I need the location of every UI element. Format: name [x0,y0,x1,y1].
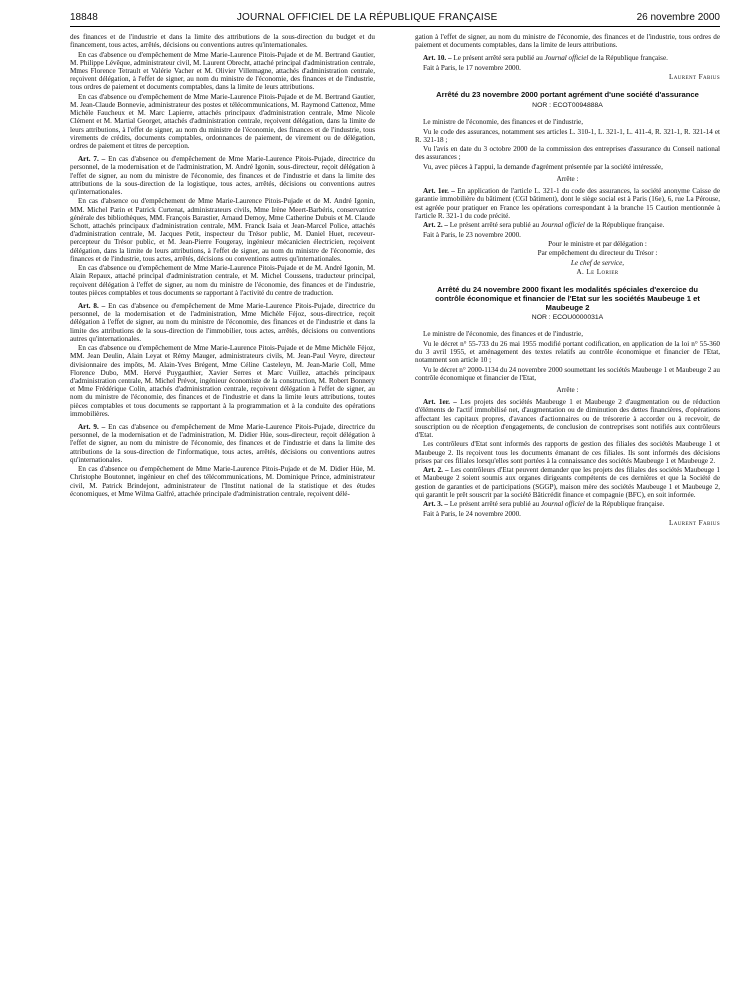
paragraph: En cas d'absence ou d'empêchement de Mme Marie-Laurence Pitois-Pujade et de Mme Michèle Féjoz, MM. Jean Deulin, Alain Leyat et Rémy Mauger, administrateurs civils, M. Jean-Paul Veyre, directeur divisionnaire des impôts, M. Alain-Yves Brégent, Mme Céline Casteleyn, M. Jean-Marie Coll, Mme Florence Dubo, MM. Hervé Puygauthier, Xavier Serres et Marc Vuillez, attachés principaux d'administration centrale, M. Michel Prévot, ingénieur économiste de la construction, M. Robert Bonnery et Mme Frédérique Colin, attachés d'administration centrale, reçoivent délégation à l'effet de signer, au nom du ministre de l'économie, des finances et de l'industrie et dans la limite leurs attributions, toutes pièces comptables et tous documents se rapportant à la programmation et à la conduite des opérations immobilières. [70,344,375,418]
right-column [415,33,720,528]
article-text: Les projets des sociétés Maubeuge 1 et Maubeuge 2 d'augmentation ou de réduction d'éléments de l'actif immobilisé net, d'augmentation ou de diminution des dettes financières, d'opérations affectant les capitaux propres, d'avances d'actionnaires ou de trésorerie à accorder ou à recevoir, de souscription ou de réception d'engagements, de conclusion de contreprises sont notifiés aux contrôleurs d'Etat. [415,398,720,439]
article-1 [415,398,720,439]
article-text: Les contrôleurs d'Etat peuvent demander que les projets des filiales des sociétés Maubeuge 1 et Maubeuge 2 soient soumis aux organes dirigeants compétents de ces dernières et que la Société de gestion de garanties et de participations (SGGP), maison mère des sociétés Maubeuge 1 et Maubeuge 2, qui garantit le prêt souscrit par la société Bâticrédit finance et compagnie (BFC), en soit informée. [415,466,720,499]
paragraph: En cas d'absence ou d'empêchement de Mme Marie-Laurence Pitois-Pujade et de M. Didier Hüe, M. Christophe Boutonnet, ingénieur en chef des télécommunications, M. Dominique Prince, administrateur civil, M. Patrick Brindejont, administrateur de l'Institut national de la statistique et des études économiques, et Mme Wilma Galfré, attachée principale d'administration centrale, reçoivent délé- [70,465,375,498]
signing-date: Fait à Paris, le 24 novembre 2000. [423,509,521,518]
article-7 [70,155,375,196]
article-text: En cas d'absence ou d'empêchement de Mme Marie-Laurence Pitois-Pujade, directrice du personnel, de la modernisation et de l'administration, Mme Michèle Féjoz, sous-directrice, reçoit délégation à l'effet de signer, au nom du ministre de l'économie, des finances et de l'industrie et dans la limite des attributions de la sous-direction de l'immobilier, tous actes, arrêtés, décisions ou conventions autres qu'internationales. [70,302,375,343]
nor-reference: NOR : ECOU0000031A [531,314,604,322]
paragraph: Le ministre de l'économie, des finances et de l'industrie, [423,330,584,339]
signatory-title: Le chef de service, [570,258,625,267]
article-2 [415,466,720,499]
paragraph: En cas d'absence ou d'empêchement de Mme Marie-Laurence Pitois-Pujade et de M. Bertrand Gautier, M. Jean-Claude Bonnevie, administrateur des postes et télécommunications, M. Raymond Cattenoz, Mme Michèle Faucheux et M. Marc Lapierre, attachés principaux d'administration centrale, Mme Nicole Clément et M. Martial Georget, attachés d'administration centrale, reçoivent délégation, dans la limite de leurs attributions, à l'effet de signer, au nom du ministre de l'économie, des finances et de l'industrie, tous virements de crédits, documents comptables, ordonnances de paiement, de virement ou de délégation, ordres de paiement et titres de perception. [70,92,375,151]
article-label: Art. 2. – [423,221,448,230]
signature-line: Par empêchement du directeur du Trésor : [537,249,658,258]
article-text: Le présent arrêté sera publié au [453,54,545,63]
article-text: En application de l'article L. 321-1 du code des assurances, la société anonyme Caisse de garantie immobilière du bâtiment (CGI bâtiment), dont le siège social est à Paris (16e), 6, rue La Pérouse, est agréée pour pratiquer en France les opérations correspondant à la branche 15 Caution mentionnée à l'article R. 321-1 du code précité. [415,187,720,220]
article-10 [415,54,720,62]
signatory-name: A. Le Lorier [576,268,619,277]
text-columns [70,33,720,528]
signing-date: Fait à Paris, le 17 novembre 2000. [423,63,521,72]
paragraph: Vu l'avis en date du 3 octobre 2000 de la commission des entreprises d'assurance du Conseil national des assurances ; [415,145,720,162]
arrete-heading: Arrête : [556,385,579,394]
article-9 [70,423,375,464]
article-label: Art. 3. – [423,500,448,509]
paragraph: En cas d'absence ou d'empêchement de Mme Marie-Laurence Pitois-Pujade et de M. André Igonin, M. Alain Repaux, attaché principal d'administration centrale, et M. Michel Coussens, traducteur principal, reçoivent délégation à l'effet de signer, au nom du ministre de l'économie, des finances et de l'industrie, toutes pièces comptables et tous documents se rapportant à l'activité du centre de traduction. [70,264,375,297]
decree-title: Arrêté du 23 novembre 2000 portant agrément d'une société d'assurance [436,90,699,100]
paragraph: Les contrôleurs d'Etat sont informés des rapports de gestion des filiales des sociétés Maubeuge 1 et Maubeuge 2. Ils reçoivent tous les documents émanant de ces filiales. Ils sont informés des décisions prises par ces filiales lorsqu'elles sont portées à la connaissance des sociétés Maubeuge 1 et Maubeuge 2. [415,440,720,465]
article-2 [415,221,720,229]
paragraph: Vu le décret n° 55-733 du 26 mai 1955 modifié portant codification, en application de la loi n° 55-360 du 3 avril 1955, et aménagement des textes relatifs au contrôle économique et financier de l'Etat, notamment son article 10 ; [415,339,720,365]
article-text: de la République française. [584,221,665,230]
paragraph: Vu le décret n° 2000-1134 du 24 novembre 2000 soumettant les sociétés Maubeuge 1 et Maubeuge 2 au contrôle économique et financier de l'Etat, [415,365,720,382]
paragraph: Vu le code des assurances, notamment ses articles L. 310-1, L. 321-1, L. 411-4, R. 321-1, R. 321-14 et R. 321-18 ; [415,127,720,144]
article-label: Art. 1er. – [423,187,455,196]
article-label: Art. 1er. – [423,398,457,407]
journal-title: JOURNAL OFFICIEL DE LA RÉPUBLIQUE FRANÇAISE [236,12,498,23]
minister-signature: Laurent Fabius [669,518,720,527]
article-label: Art. 2. – [423,466,449,475]
page-header [70,12,720,27]
journal-name: Journal officiel [541,221,585,230]
signature-line: Pour le ministre et par délégation : [548,239,647,248]
paragraph: gation à l'effet de signer, au nom du ministre de l'économie, des finances et de l'industrie, tous ordres de paiement et documents comptables, dans la limite de leurs attributions. [415,33,720,50]
signature-line [415,259,720,267]
paragraph: Vu, avec pièces à l'appui, la demande d'agrément présentée par la société intéressée, [423,162,663,171]
journal-name: Journal officiel [544,54,589,63]
article-text: Le présent arrêté sera publié au [449,500,541,509]
minister-signature: Laurent Fabius [669,73,720,82]
issue-date: 26 novembre 2000 [636,12,720,23]
article-text: Le présent arrêté sera publié au [449,221,541,230]
article-8 [70,302,375,343]
article-text: En cas d'absence ou d'empêchement de Mme Marie-Laurence Pitois-Pujade, directrice du personnel, de la modernisation et de l'administration, M. Didier Hüe, sous-directeur, reçoit délégation à l'effet de signer, au nom du ministre de l'économie, des finances et de l'industrie et dans la limite des attributions de la sous-direction de l'informatique, tous actes, arrêtés, décisions ou conventions autres qu'internationales. [70,423,375,464]
nor-reference: NOR : ECOT0094888A [532,101,603,109]
article-3 [415,500,720,508]
article-text: de la République française. [584,500,665,509]
article-label: Art. 9. – [78,423,106,432]
article-label: Art. 10. – [423,54,452,63]
left-column [70,33,375,528]
signing-date: Fait à Paris, le 23 novembre 2000. [423,230,521,239]
paragraph: En cas d'absence ou d'empêchement de Mme Marie-Laurence Pitois-Pujade et de M. André Igonin, MM. Michel Parin et Patrick Curtenat, administrateurs civils, Mme Irène Meert-Barbéris, conservatrice générale des bibliothèques, MM. François Barastier, Arnaud Demoy, Mme Catherine Dubuis et M. Claude Schott, attachés principaux d'administration centrale, MM. Franck Isaia et Jean-Marcel Police, attachés d'administration centrale, M. Jacques Petit, inspecteur du Trésor public, M. Daniel Huet, receveur-percepteur du Trésor public, et M. Jean-Pierre Fougeray, ingénieur mécanicien électricien, reçoivent délégation, dans la limite de leurs attributions, à l'effet de signer, au nom du ministre de l'économie, des finances et de l'industrie, tous actes, arrêtés, décisions ou conventions autres qu'internationales. [70,197,375,263]
decree-title: Arrêté du 24 novembre 2000 fixant les modalités spéciales d'exercice du contrôle économique et financier de l'Etat sur les sociétés Maubeuge 1 et Maubeuge 2 [435,285,700,312]
article-label: Art. 8. – [78,302,106,311]
journal-name: Journal officiel [541,500,585,509]
article-text: En cas d'absence ou d'empêchement de Mme Marie-Laurence Pitois-Pujade, directrice du personnel, de la modernisation et de l'administration, M. André Igonin, sous-directeur, reçoit délégation à l'effet de signer, au nom du ministre de l'économie, des finances et de l'industrie et dans la limite des attributions de la sous-direction de la logistique, tous actes, arrêtés, décisions ou conventions autres qu'internationales. [70,155,375,197]
article-text: de la République française. [588,54,668,63]
article-label: Art. 7. – [78,155,106,164]
paragraph: des finances et de l'industrie et dans la limite des attributions de la sous-direction du budget et du financement, tous actes, arrêtés, décisions ou conventions autres qu'internationales. [70,33,375,50]
paragraph: En cas d'absence ou d'empêchement de Mme Marie-Laurence Pitois-Pujade et de M. Bertrand Gautier, M. Philippe Lévêque, administrateur civil, M. Laurent Obrecht, attaché principal d'administration centrale, Mmes Florence Tetrault et Valérie Vacher et M. Olivier Villemagne, attachés d'administration centrale, reçoivent délégation, à l'effet de signer, au nom du ministre de l'économie, des finances et de l'industrie, tous ordres de paiement et documents comptables, dans la limite de leurs attributions. [70,50,375,92]
arrete-heading: Arrête : [556,174,579,183]
article-1 [415,187,720,220]
page-number: 18848 [70,12,98,23]
paragraph: Le ministre de l'économie, des finances et de l'industrie, [423,118,584,127]
